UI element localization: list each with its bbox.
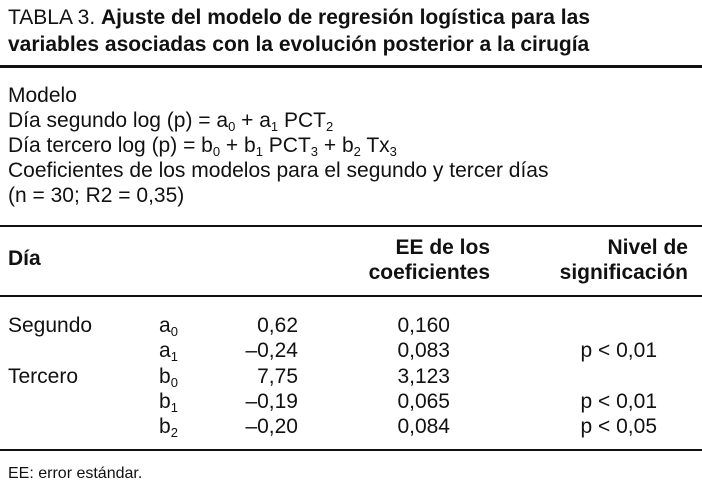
table-number: TABLA 3. [8,6,96,29]
row-significance: p < 0,01 [580,390,657,413]
table-title-line2: variables asociadas con la evolución posterior a la cirugía [8,33,590,56]
footnote: EE: error estándar. [8,465,143,482]
row-standard-error: 3,123 [397,365,450,388]
column-header-nivel: Nivel de significación [559,236,688,284]
row-coefficient: $b_1$ [159,390,178,415]
equation-day-two: Día segundo $\log (p) = a_0 + a_1$ $PCT_2$ [8,109,334,134]
column-header-ee: EE de los coeficientes [368,236,490,284]
table-bottom-rule [0,449,702,451]
row-standard-error: 0,065 [397,390,450,413]
row-day-label: Tercero [8,365,79,388]
column-header-dia: Día [8,247,41,270]
model-stats: (n = 30; R2 = 0,35) [8,184,185,207]
table-title-line1: Ajuste del modelo de regresión logística para las [101,6,590,29]
row-value: –0,20 [245,415,298,438]
top-rule [0,65,702,68]
coefficients-description: Coeficientes de los modelos para el segundo y tercer días [8,159,549,182]
row-value: –0,19 [245,390,298,413]
row-day-label: Segundo [8,314,93,337]
row-significance: p < 0,05 [580,415,657,438]
row-coefficient: $b_0$ [159,365,178,390]
row-significance: p < 0,01 [580,339,657,362]
table-title [8,4,698,58]
row-coefficient: $b_2$ [159,415,178,440]
row-standard-error: 0,084 [397,415,450,438]
equation-day-three: Día tercero $\log (p) = b_0 + b_1$ $PCT_3 + b_2$ $Tx_3$ [8,134,397,159]
header-bottom-rule [0,295,702,297]
header-top-rule [0,225,702,227]
row-value: 0,62 [257,314,298,337]
row-coefficient: $a_0$ [159,314,178,339]
row-value: –0,24 [245,339,298,362]
row-standard-error: 0,160 [397,314,450,337]
row-value: 7,75 [257,365,298,388]
model-description [8,83,698,208]
row-coefficient: $a_1$ [159,339,178,364]
row-standard-error: 0,083 [397,339,450,362]
model-heading: Modelo [8,84,77,107]
